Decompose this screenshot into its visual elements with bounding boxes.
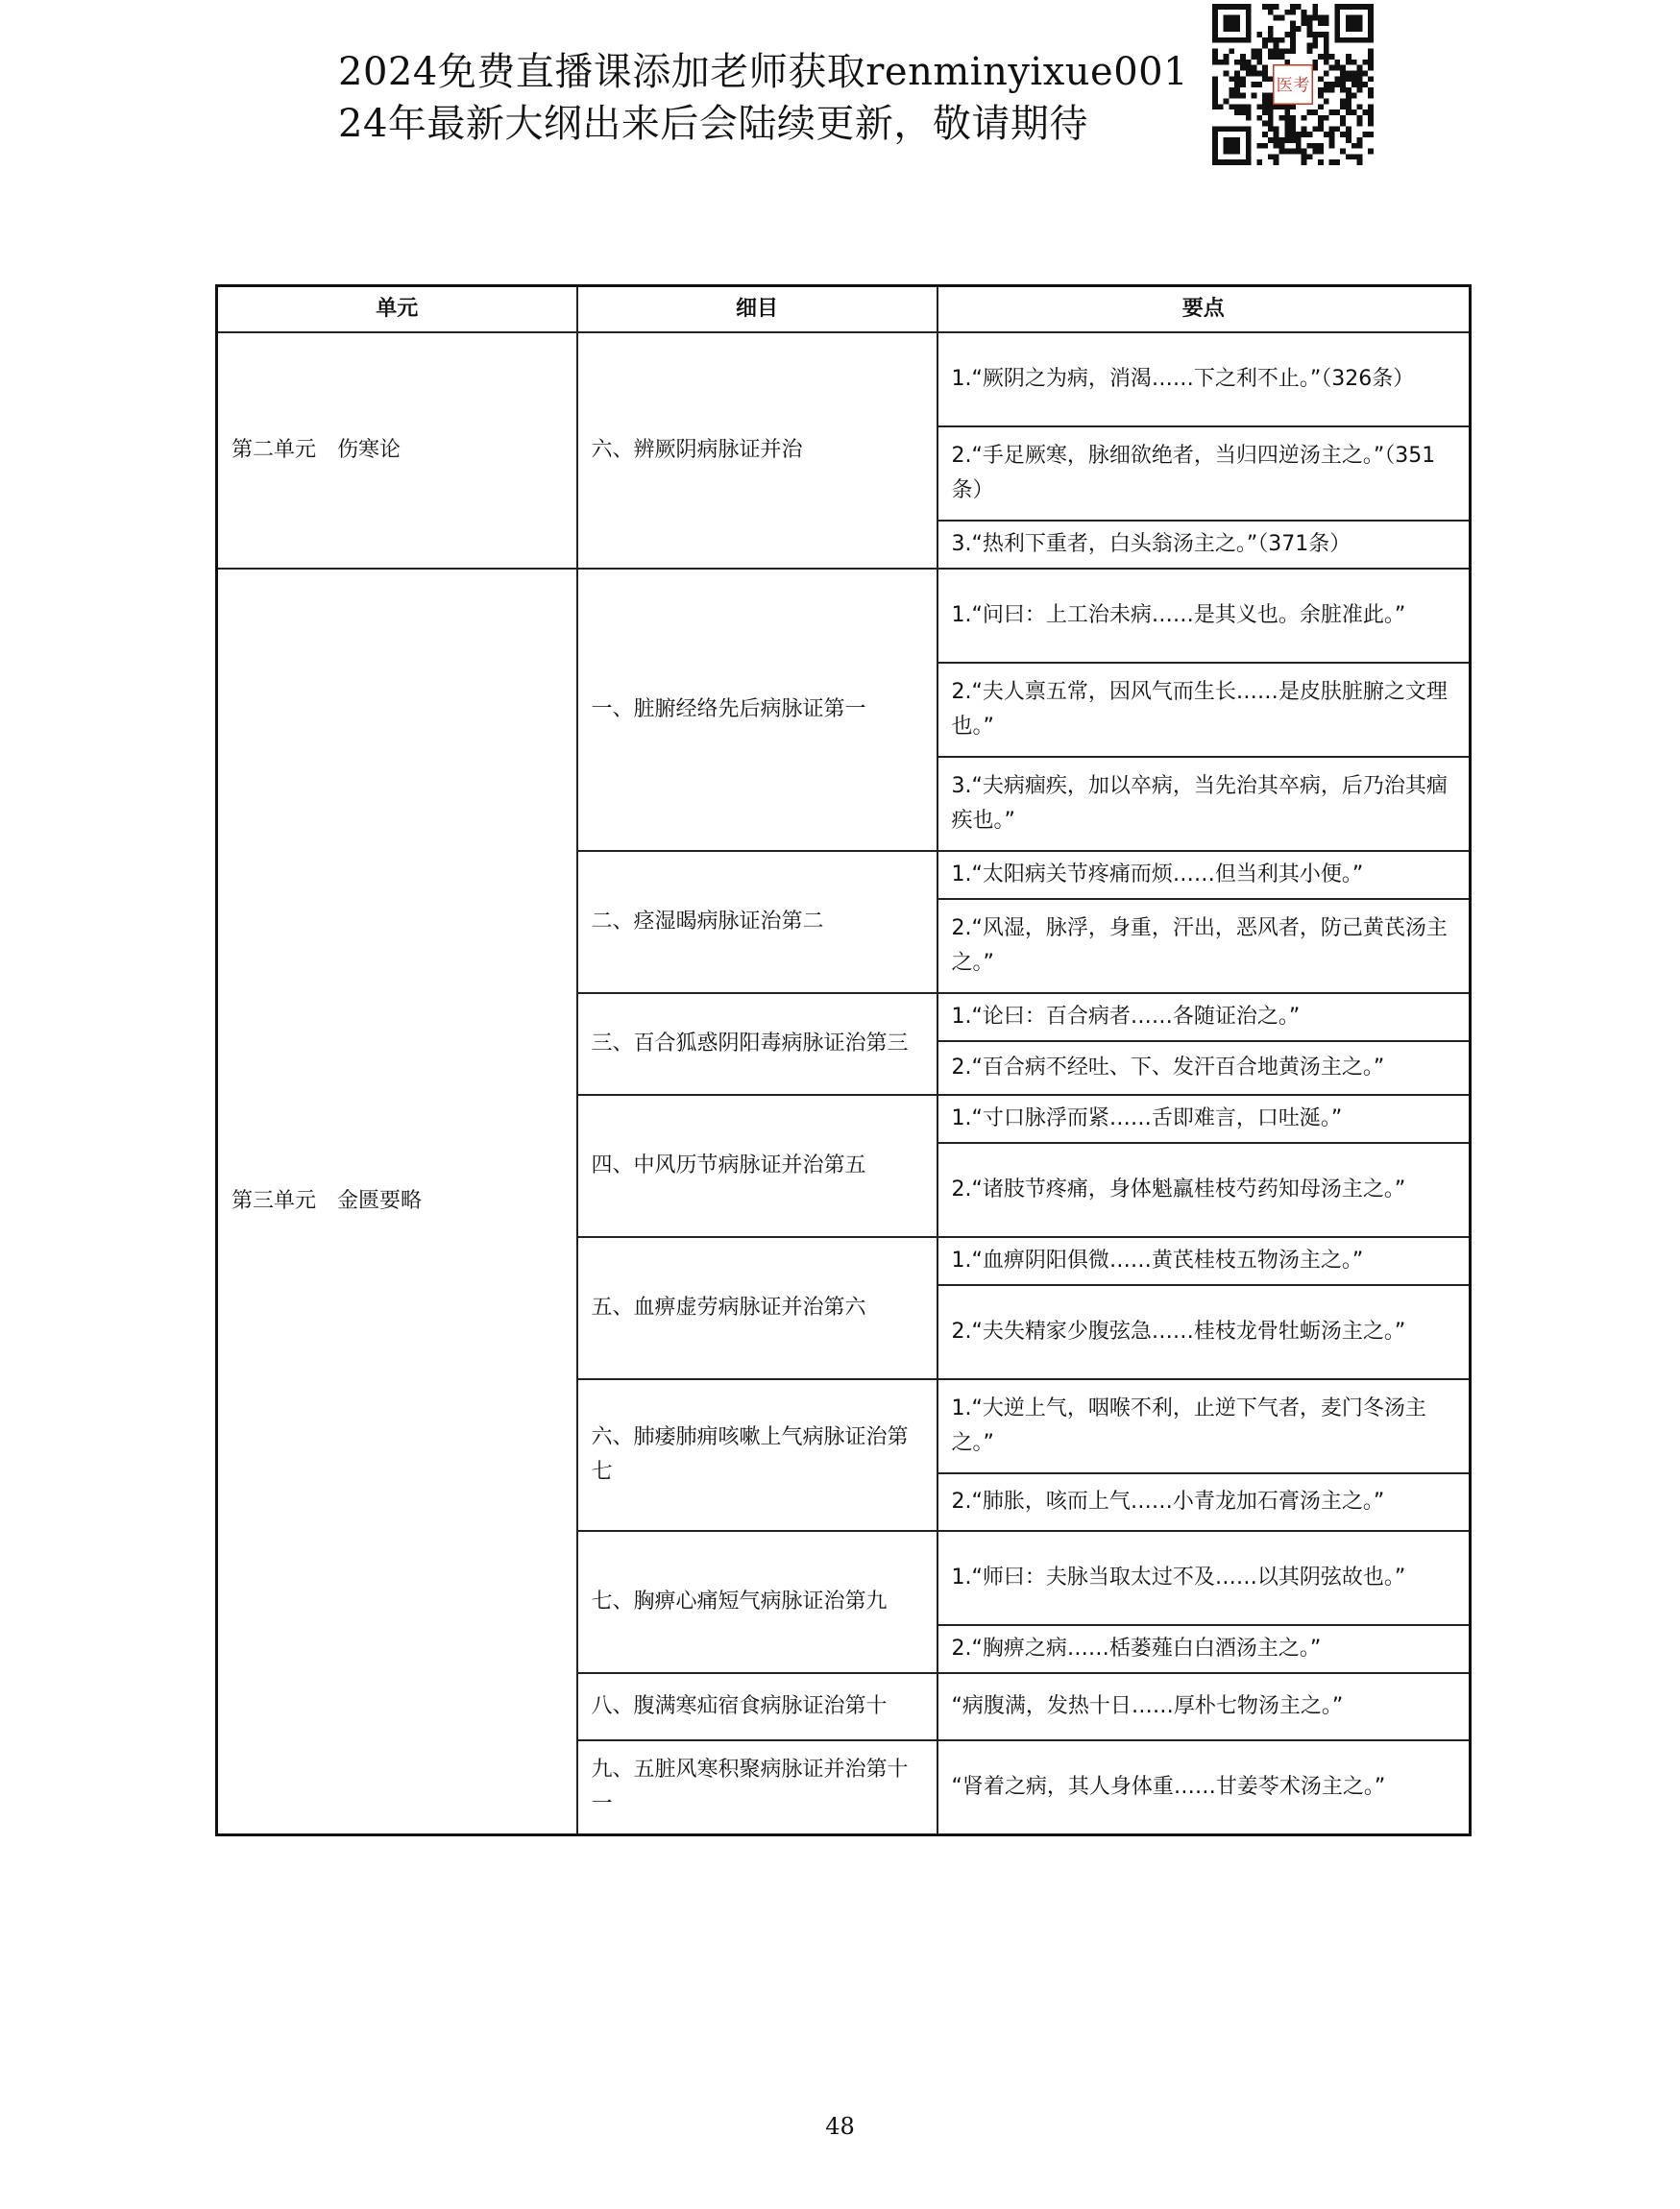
keypoint-cell: 2.“风湿，脉浮，身重，汗出，恶风者，防己黄芪汤主之。”	[937, 899, 1471, 993]
keypoint-cell: 3.“夫病痼疾，加以卒病，当先治其卒病，后乃治其痼疾也。”	[937, 757, 1471, 851]
keypoint-cell: “肾着之病，其人身体重……甘姜苓术汤主之。”	[937, 1740, 1471, 1834]
keypoint-cell: “病腹满，发热十日……厚朴七物汤主之。”	[937, 1673, 1471, 1740]
keypoint-cell: 1.“寸口脉浮而紧……舌即难言，口吐涎。”	[937, 1095, 1471, 1143]
keypoint-cell: 2.“肺胀，咳而上气……小青龙加石膏汤主之。”	[937, 1473, 1471, 1531]
banner-line-2: 24年最新大纲出来后会陆续更新，敬请期待	[338, 102, 1088, 146]
subject-cell: 二、痉湿暍病脉证治第二	[577, 851, 937, 993]
header-keypoints: 要点	[937, 286, 1471, 333]
subject-cell: 九、五脏风寒积聚病脉证并治第十一	[577, 1740, 937, 1834]
table-header-row	[217, 286, 1471, 333]
keypoint-cell: 1.“厥阴之为病，消渴……下之利不止。”（326条）	[937, 332, 1471, 426]
banner-line-1: 2024免费直播课添加老师获取renminyixue001	[338, 50, 1189, 94]
header-unit: 单元	[217, 286, 577, 333]
keypoint-cell: 3.“热利下重者，白头翁汤主之。”（371条）	[937, 521, 1471, 569]
subject-cell: 七、胸痹心痛短气病脉证治第九	[577, 1531, 937, 1673]
keypoint-cell: 2.“手足厥寒，脉细欲绝者，当归四逆汤主之。”（351条）	[937, 426, 1471, 521]
subject-cell: 四、中风历节病脉证并治第五	[577, 1095, 937, 1237]
unit-cell: 第三单元 金匮要略	[217, 569, 577, 1834]
subject-cell: 五、血痹虚劳病脉证并治第六	[577, 1237, 937, 1379]
unit-cell: 第二单元 伤寒论	[217, 332, 577, 569]
page-number: 48	[825, 2113, 855, 2140]
keypoint-cell: 1.“问曰：上工治未病……是其义也。余脏准此。”	[937, 569, 1471, 663]
subject-cell: 一、脏腑经络先后病脉证第一	[577, 569, 937, 851]
keypoint-cell: 1.“血痹阴阳俱微……黄芪桂枝五物汤主之。”	[937, 1237, 1471, 1285]
header-banner	[338, 46, 1188, 150]
subject-cell: 六、辨厥阴病脉证并治	[577, 332, 937, 569]
keypoint-cell: 2.“胸痹之病……栝蒌薤白白酒汤主之。”	[937, 1625, 1471, 1673]
keypoint-cell: 1.“大逆上气，咽喉不利，止逆下气者，麦门冬汤主之。”	[937, 1379, 1471, 1473]
subject-cell: 六、肺痿肺痈咳嗽上气病脉证治第七	[577, 1379, 937, 1531]
keypoint-cell: 1.“师曰：夫脉当取太过不及……以其阴弦故也。”	[937, 1531, 1471, 1625]
keypoint-cell: 2.“夫失精家少腹弦急……桂枝龙骨牡蛎汤主之。”	[937, 1285, 1471, 1379]
keypoint-cell: 2.“诸肢节疼痛，身体魁羸桂枝芍药知母汤主之。”	[937, 1143, 1471, 1237]
table-row	[217, 332, 1471, 426]
exam-outline-table	[215, 284, 1472, 1836]
keypoint-cell: 2.“夫人禀五常，因风气而生长……是皮肤脏腑之文理也。”	[937, 663, 1471, 757]
subject-cell: 八、腹满寒疝宿食病脉证治第十	[577, 1673, 937, 1740]
table-row	[217, 569, 1471, 663]
qr-center-label: 医考	[1276, 76, 1310, 96]
header-subject: 细目	[577, 286, 937, 333]
keypoint-cell: 1.“论曰：百合病者……各随证治之。”	[937, 993, 1471, 1041]
keypoint-cell: 2.“百合病不经吐、下、发汗百合地黄汤主之。”	[937, 1041, 1471, 1095]
qr-code-icon	[1212, 4, 1374, 165]
keypoint-cell: 1.“太阳病关节疼痛而烦……但当利其小便。”	[937, 851, 1471, 899]
subject-cell: 三、百合狐惑阴阳毒病脉证治第三	[577, 993, 937, 1095]
